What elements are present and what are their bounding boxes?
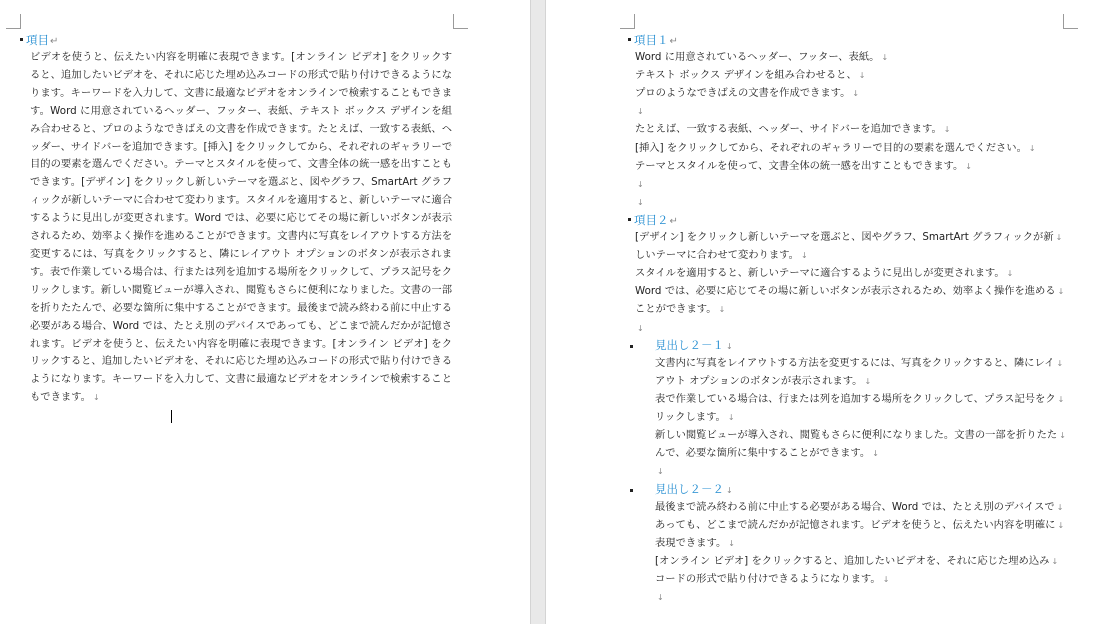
paragraph-mark: ↓: [943, 125, 951, 135]
paragraph-mark: ↓: [882, 575, 890, 584]
line-text: リックします。: [655, 411, 726, 423]
line-text: 最後まで読み終わる前に中止する必要がある場合、Word では、たとえ別のデバイスで: [655, 501, 1055, 513]
heading-text: 見出し２－１: [655, 338, 724, 352]
heading-text: 項目: [26, 33, 49, 47]
text-line[interactable]: [655, 408, 735, 427]
body-paragraph[interactable]: [30, 49, 452, 407]
line-text: [オンライン ビデオ] をクリックすると、追加したいビデオを、それに応じた埋め込み: [655, 555, 1050, 567]
paragraph-mark: ↓: [872, 449, 879, 458]
paragraph-mark: ↓: [864, 377, 872, 386]
line-text: 表で作業している場合は、行または列を追加する場所をクリックして、プラス記号をク: [655, 393, 1056, 405]
line-text: んで、必要な箇所に集中することができます。: [655, 447, 871, 459]
paragraph-mark: ↓: [637, 179, 644, 189]
heading-bullet: [628, 218, 631, 221]
paragraph-mark: ↓: [637, 107, 644, 117]
heading-text: 項目２: [634, 213, 669, 227]
subheading-2-1[interactable]: [655, 337, 733, 355]
paragraph-mark: ↓: [1057, 287, 1065, 297]
line-text: [デザイン] をクリックし新しいテーマを選ぶと、図やグラフ、SmartArt グラフィックが新: [635, 231, 1054, 243]
crop-mark-top-left: [620, 14, 635, 29]
paragraph-mark: ↓: [1006, 269, 1014, 279]
heading-bullet: [628, 38, 631, 41]
text-line[interactable]: [655, 372, 871, 391]
paragraph-mark: ↓: [657, 467, 664, 476]
paragraph-mark: ↓: [852, 89, 860, 99]
subheading-2-2[interactable]: [655, 481, 733, 499]
text-line[interactable]: [635, 175, 644, 194]
text-line[interactable]: [635, 66, 865, 85]
line-text: Word では、必要に応じてその場に新しいボタンが表示されるため、効率よく操作を進める: [635, 285, 1056, 298]
text-line[interactable]: [635, 102, 644, 121]
paragraph-mark: ↓: [965, 161, 972, 171]
line-text: スタイルを適用すると、新しいテーマに適合するように見出しが変更されます。: [635, 267, 1005, 280]
line-text: プロのようなできばえの文書を作成できます。: [635, 87, 851, 100]
paragraph-mark: ↓: [881, 53, 889, 62]
text-line[interactable]: [635, 139, 1036, 158]
crop-mark-top-right: [453, 14, 468, 29]
paragraph-mark: ↓: [800, 251, 808, 261]
line-text: アウト オプションのボタンが表示されます。: [655, 375, 863, 387]
text-line[interactable]: [655, 498, 1063, 517]
text-line[interactable]: [655, 552, 1058, 571]
subheading-bullet-1: [630, 345, 633, 348]
text-line[interactable]: [635, 193, 644, 212]
text-line[interactable]: [635, 246, 808, 265]
paragraph-mark: ↓: [727, 413, 735, 422]
line-text: しいテーマに合わせて変わります。: [635, 249, 799, 262]
paragraph-mark: ↓: [1059, 431, 1066, 440]
text-line[interactable]: [655, 588, 664, 607]
subheading-bullet-2: [630, 489, 633, 492]
document-page-right[interactable]: [546, 0, 1102, 624]
return-mark: ↵: [50, 36, 59, 47]
line-text: [挿入] をクリックしてから、それぞれのギャラリーで目的の要素を選んでください。: [635, 141, 1027, 154]
paragraph-mark: ↓: [1028, 143, 1036, 153]
paragraph-mark: ↓: [1057, 395, 1065, 404]
text-line[interactable]: [655, 390, 1064, 409]
line-text: 表現できます。: [655, 537, 727, 549]
line-text: 文書内に写真をレイアウトする方法を変更するには、写真をクリックすると、隣にレイ: [655, 357, 1055, 369]
crop-mark-top-right: [1063, 14, 1078, 29]
page-gap: [530, 0, 546, 624]
paragraph-mark: ↓: [726, 342, 733, 351]
text-line[interactable]: [635, 48, 888, 67]
line-text: ことができます。: [635, 303, 717, 316]
return-mark: ↵: [669, 36, 678, 47]
line-text: 新しい閲覧ビューが導入され、閲覧もさらに便利になりました。文書の一部を折りたた: [655, 429, 1058, 441]
line-text: あっても、どこまで読んだかが記憶されます。ビデオを使うと、伝えたい内容を明確に: [655, 519, 1056, 531]
line-text: たとえば、一致する表紙、ヘッダー、サイドバーを追加できます。: [635, 123, 942, 136]
paragraph-mark: ↓: [657, 593, 664, 602]
paragraph-mark: ↓: [728, 539, 735, 548]
paragraph-mark: ↓: [1057, 521, 1065, 530]
crop-mark-top-left: [6, 14, 21, 29]
text-line[interactable]: [655, 570, 889, 589]
paragraph-mark: ↓: [858, 71, 866, 81]
text-line[interactable]: [635, 120, 950, 139]
paragraph-mark: ↓: [1056, 503, 1064, 512]
text-line[interactable]: [655, 462, 664, 481]
heading-text: 見出し２－２: [655, 482, 724, 496]
text-line[interactable]: [635, 84, 859, 103]
line-text: コードの形式で貼り付けできるようになります。: [655, 573, 881, 585]
text-line[interactable]: [635, 228, 1062, 247]
text-line[interactable]: [635, 264, 1013, 283]
text-line[interactable]: [655, 444, 879, 463]
line-text: テキスト ボックス デザインを組み合わせると、: [635, 69, 857, 82]
text-cursor: [171, 410, 172, 423]
paragraph-mark: ↓: [1056, 359, 1064, 368]
text-line[interactable]: [655, 354, 1063, 373]
text-line[interactable]: [635, 300, 725, 319]
return-mark: ↵: [669, 216, 678, 227]
text-line[interactable]: [635, 282, 1064, 301]
paragraph-mark: ↓: [1051, 557, 1059, 566]
paragraph-mark: ↓: [92, 393, 100, 403]
text-line[interactable]: [655, 534, 735, 553]
paragraph-text: ビデオを使うと、伝えたい内容を明確に表現できます。[オンライン ビデオ] をクリックすると、追加したいビデオを、それに応じた埋め込みコードの形式で貼り付けできるようになります。キーワードを入力して、文書に最適なビデオをオンラインで検索することもできます。Word に用意されているヘッダー、フッター、表紙、テキスト ボックス デザインを組み合わせると、プロのようなできばえの文書を作成できます。たとえば、一致する表紙、ヘッダー、サイドバーを追加できます。[挿入] をクリックしてから、それぞれのギャラリーで目的の要素を選んでください。テーマとスタイルを使って、文書全体の統一感を出すこともできます。[デザイン] をクリックし新しいテーマを選ぶと、図やグラフ、SmartArt グラフィックが新しいテーマに合わせて変わります。スタイルを適用すると、新しいテーマに適合するように見出しが変更されます。Word では、必要に応じてその場に新しいボタンが表示されるため、効率よく操作を進めることができます。文書内に写真をレイアウトする方法を変更するには、写真をクリックすると、隣にレイアウト オプションのボタンが表示されます。表で作業している場合は、行または列を追加する場所をクリックして、プラス記号をクリックします。新しい閲覧ビューが導入され、閲覧もさらに便利になりました。文書の一部を折りたたんで、必要な箇所に集中することができます。最後まで読み終わる前に中止する必要がある場合、Word では、たとえ別のデバイスであっても、どこまで読んだかが記憶されます。ビデオを使うと、伝えたい内容を明確に表現できます。[オンライン ビデオ] をクリックすると、追加したいビデオを、それに応じた埋め込みコードの形式で貼り付けできるようになります。キーワードを入力して、文書に最適なビデオをオンラインで検索することもできます。: [30, 51, 452, 404]
text-line[interactable]: [655, 516, 1064, 535]
line-text: Word に用意されているヘッダー、フッター、表紙。: [635, 51, 880, 63]
text-line[interactable]: [635, 157, 972, 176]
paragraph-mark: ↓: [637, 323, 644, 333]
document-page-left[interactable]: [0, 0, 530, 624]
line-text: テーマとスタイルを使って、文書全体の統一感を出すこともできます。: [635, 159, 964, 172]
text-line[interactable]: [655, 426, 1066, 445]
paragraph-mark: ↓: [1055, 233, 1063, 242]
paragraph-mark: ↓: [718, 305, 726, 315]
paragraph-mark: ↓: [637, 197, 644, 207]
text-line[interactable]: [635, 319, 644, 338]
heading-text: 項目１: [634, 33, 669, 47]
heading-bullet: [20, 38, 23, 41]
heading-item[interactable]: [20, 32, 58, 50]
paragraph-mark: ↓: [726, 486, 733, 495]
